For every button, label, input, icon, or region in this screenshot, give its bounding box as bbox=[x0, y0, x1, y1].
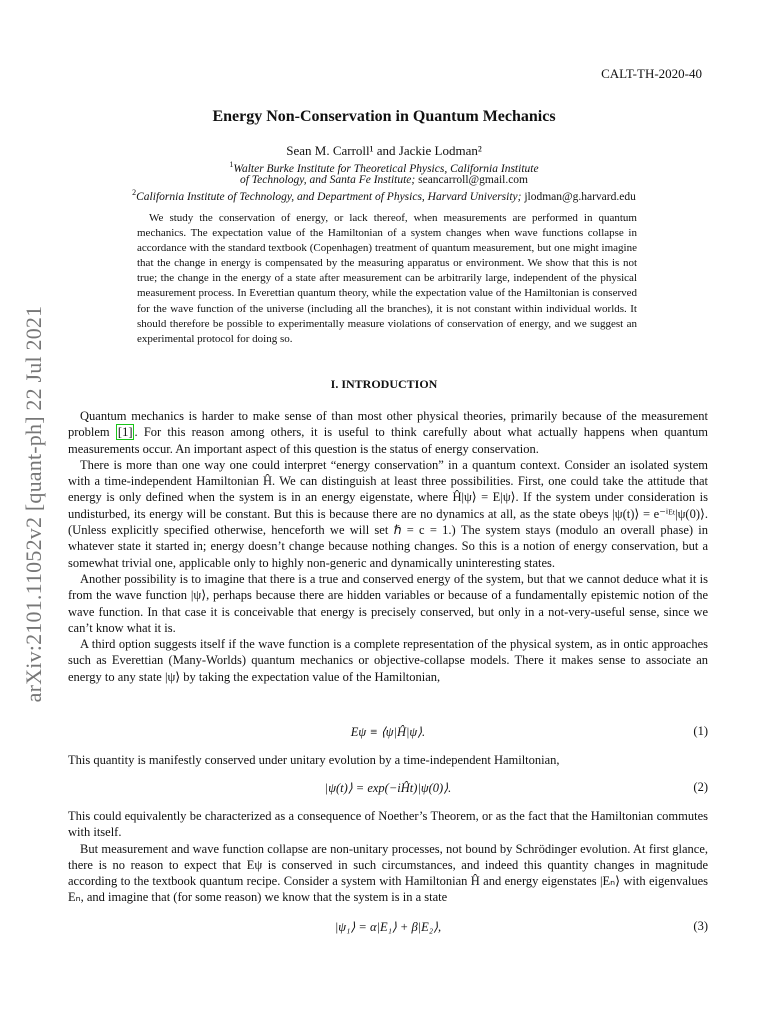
affiliation-1-cont bbox=[0, 174, 768, 186]
paragraph-2: There is more than one way one could interpret “energy conservation” in a quantum context. Consider an isolated system with a time-independent Hamiltonian Ĥ. We can distinguish at least three possibilities. First, one could take the attitude that energy is only defined when the system is in an energy eigenstate, where Ĥ|ψ⟩ = E|ψ⟩. If the system under consideration is undisturbed, its energy will be constant. But this is because there are no dynamics at all, as the state obeys |ψ(t)⟩ = e⁻ⁱᴱᵗ|ψ(0)⟩. (Unless explicitly specified otherwise, henceforth we will set ℏ = c = 1.) The system stays (modulo an overall phase) in whatever state it started in; energy doesn’t change because nothing changes. So this is a notion of energy conservation, but a somewhat trivial one, applicable only to highly non-generic and dynamically uninteresting states. bbox=[68, 457, 708, 570]
affiliation-2-marker: 2 bbox=[132, 188, 137, 197]
abstract-text: We study the conservation of energy, or lack thereof, when measurements are performed in quantum mechanics. The expectation value of the Hamiltonian of a system changes when wave functions collapse in accordance with the standard textbook (Copenhagen) treatment of quantum measurement, but one might imagine that the change in energy is compensated by the measuring apparatus or environment. We show that this is not true; the change in the energy of a state after measurement can be arbitrarily large, independent of the physical measurement process. In Everettian quantum theory, while the expectation value of the Hamiltonian is conserved for the wave function of the universe (including all the branches), it is not constant within individual worlds. It should therefore be possible to experimentally measure violations of conservation of energy, and we suggest an experimental protocol for doing so. bbox=[137, 212, 637, 345]
citation-number: 1 bbox=[122, 425, 129, 440]
equation-2-expression: |ψ(t)⟩ = exp(−iĤt)|ψ(0)⟩. bbox=[324, 781, 452, 795]
paragraph-3: Another possibility is to imagine that there is a true and conserved energy of the system, but that we cannot deduce what it is from the wave function |ψ⟩, perhaps because there are hidden variables or because of a fundamentally epistemic notion of the wave function. In that case it is conceivable that energy is precisely conserved, but only in a not-very-useful sense, since we can’t know what it is. bbox=[68, 571, 708, 635]
intro-text-block-1 bbox=[68, 408, 708, 685]
affiliation-1 bbox=[0, 160, 768, 175]
paragraph-4: A third option suggests itself if the wave function is a complete representation of the physical system, as in ontic approaches such as Everettian (Many-Worlds) quantum mechanics or objective-collapse models. There it makes sense to associate an energy to any state |ψ⟩ by taking the expectation value of the Hamiltonian, bbox=[68, 637, 708, 684]
report-number: CALT-TH-2020-40 bbox=[601, 66, 702, 81]
affiliation-1-line2: of Technology, and Santa Fe Institute; bbox=[239, 174, 416, 186]
email-link-1[interactable]: seancarroll@gmail.com bbox=[418, 174, 529, 186]
equation-1-expression: Eψ ≡ ⟨ψ|Ĥ|ψ⟩. bbox=[350, 725, 426, 739]
citation-link[interactable]: [1] bbox=[117, 425, 133, 440]
affiliation-2 bbox=[0, 188, 768, 203]
section-heading: I. INTRODUCTION bbox=[330, 377, 438, 391]
affiliation-1-line1: Walter Burke Institute for Theoretical Physics, California Institute bbox=[233, 162, 539, 175]
equation-3-number: (3) bbox=[693, 919, 708, 933]
affiliation-2-line: California Institute of Technology, and Department of Physics, Harvard University; bbox=[136, 190, 522, 203]
paragraph-1-text-b: . For this reason among others, it is useful to think carefully about what actually happens when quantum measurements occur. An important aspect of this question is the status of energy conservation. bbox=[68, 425, 708, 456]
equation-3 bbox=[68, 919, 708, 937]
arxiv-sidebar bbox=[14, 274, 54, 734]
equation-2-number: (2) bbox=[693, 780, 708, 794]
paragraph-5: This quantity is manifestly conserved under unitary evolution by a time-independent Hamiltonian, bbox=[68, 753, 560, 767]
paragraph-7: But measurement and wave function collapse are non-unitary processes, not bound by Schrödinger evolution. At first glance, there is no reason to expect that Eψ is conserved in such circumstances, and indeed this quantity changes in magnitude according to the textbook quantum recipe. Consider a system with Hamiltonian Ĥ and energy eigenstates |Eₙ⟩ with eigenvalues Eₙ, and imagine that (for some reason) we know that the system is in a state bbox=[68, 841, 708, 905]
paper-title: Energy Non-Conservation in Quantum Mechanics bbox=[212, 108, 556, 125]
paragraph-6: This could equivalently be characterized as a consequence of Noether’s Theorem, or as the fact that the Hamiltonian commutes with itself. bbox=[68, 809, 708, 840]
equation-3-expression: |ψ₁⟩ = α|E₁⟩ + β|E₂⟩, bbox=[334, 920, 442, 934]
equation-1 bbox=[68, 724, 708, 742]
email-link-2[interactable]: jlodman@g.harvard.edu bbox=[524, 190, 636, 203]
intro-text-block-2 bbox=[68, 752, 708, 768]
affiliation-1-marker: 1 bbox=[229, 160, 234, 169]
abstract bbox=[137, 211, 637, 347]
intro-text-block-3 bbox=[68, 808, 708, 906]
equation-1-number: (1) bbox=[693, 724, 708, 738]
paragraph-1-text-a: Quantum mechanics is harder to make sense of than most other physical theories, primarily because of the measurement problem bbox=[68, 409, 708, 440]
author-list: Sean M. Carroll¹ and Jackie Lodman² bbox=[286, 143, 482, 158]
equation-2 bbox=[68, 780, 708, 798]
paragraph-1 bbox=[68, 408, 708, 457]
arxiv-identifier: arXiv:2101.11052v2 [quant-ph] 22 Jul 2021 bbox=[21, 305, 46, 703]
